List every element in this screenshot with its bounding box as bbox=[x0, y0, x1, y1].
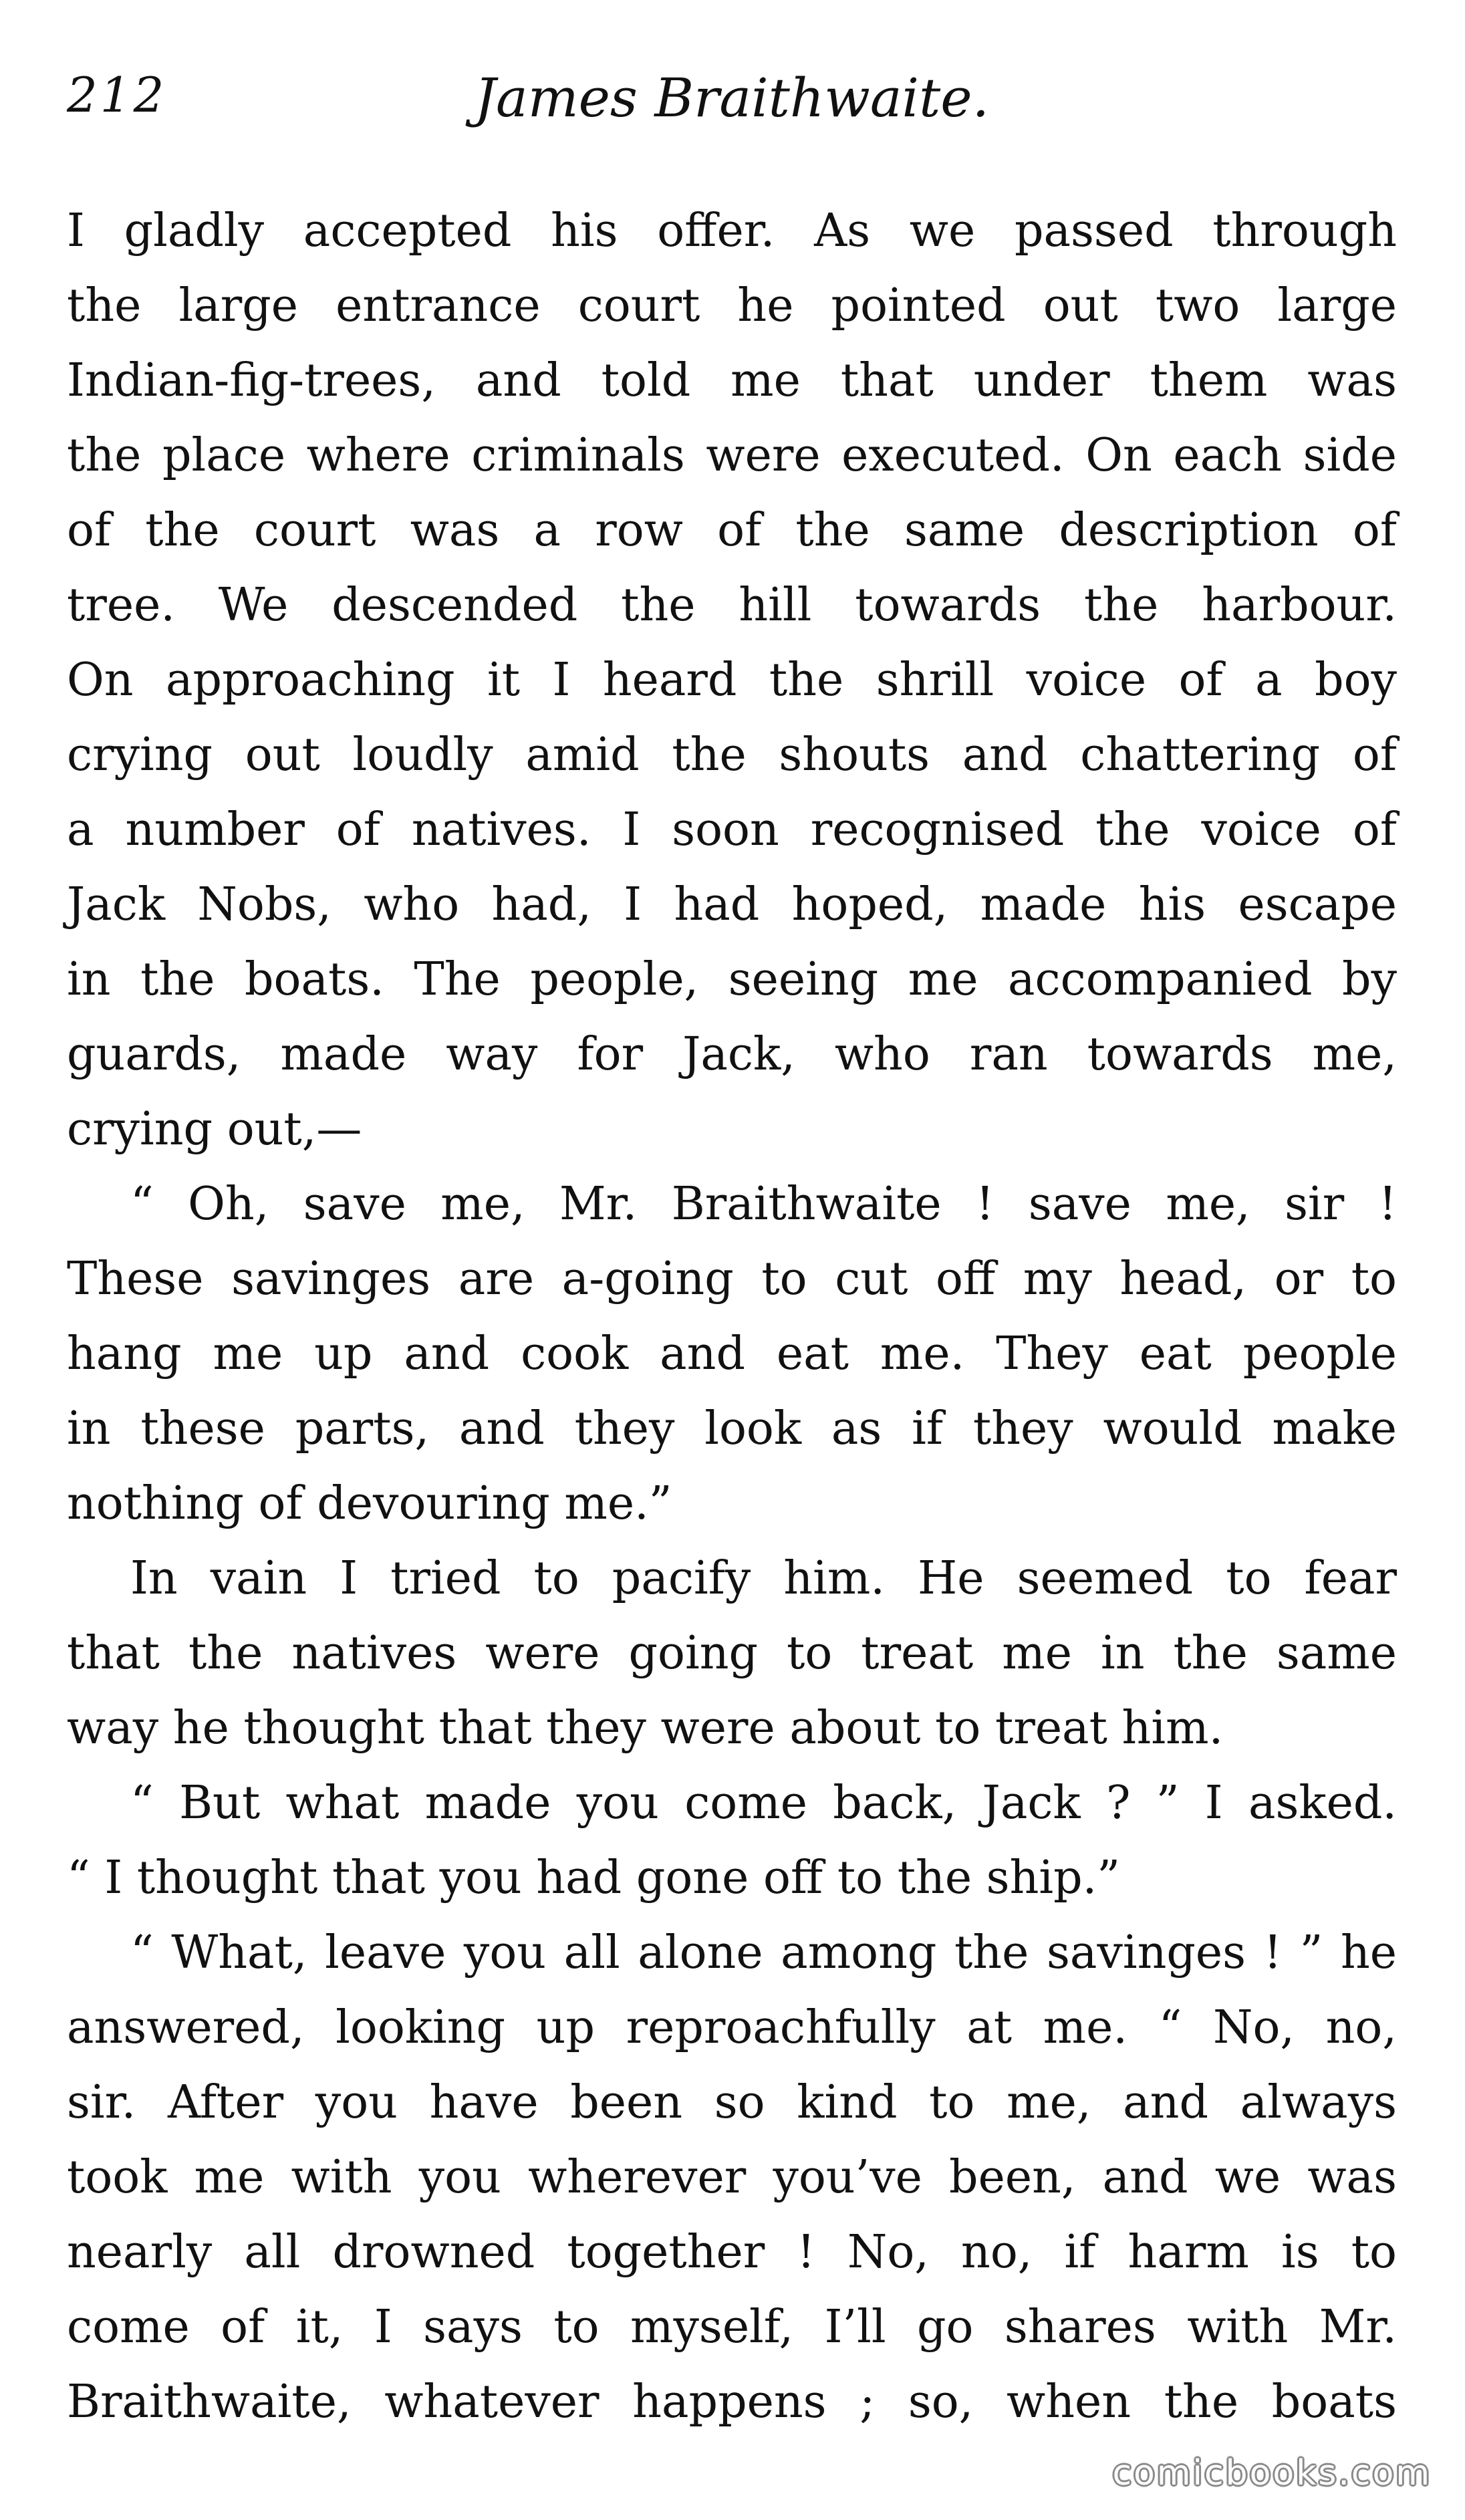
body-text bbox=[67, 194, 1397, 2440]
text-line: sir. After you have been so kind to me, and always bbox=[67, 2076, 1397, 2129]
text-line: “ But what made you come back, Jack ? ” I asked. bbox=[130, 1777, 1397, 1830]
text-line: answered, looking up reproachfully at me. “ No, no, bbox=[67, 2001, 1397, 2054]
watermark: comicbooks.com bbox=[1112, 2453, 1432, 2493]
text-line: I gladly accepted his offer. As we passed through bbox=[67, 205, 1397, 257]
page-header bbox=[67, 67, 1397, 140]
text-line: the large entrance court he pointed out two large bbox=[67, 279, 1397, 332]
page-number: 212 bbox=[67, 67, 167, 123]
text-line: come of it, I says to myself, I’ll go shares with Mr. bbox=[67, 2301, 1397, 2354]
text-line: “ I thought that you had gone off to the ship.” bbox=[67, 1852, 1121, 1904]
text-line: tree. We descended the hill towards the harbour. bbox=[67, 579, 1397, 632]
text-line: took me with you wherever you’ve been, and we was bbox=[67, 2151, 1397, 2204]
text-line: nearly all drowned together ! No, no, if harm is to bbox=[67, 2226, 1397, 2279]
text-line: that the natives were going to treat me in the same bbox=[67, 1627, 1397, 1680]
text-line: On approaching it I heard the shrill voice of a boy bbox=[67, 654, 1397, 707]
text-line: These savinges are a-going to cut off my head, or to bbox=[67, 1253, 1397, 1305]
text-line: crying out loudly amid the shouts and chattering of bbox=[67, 729, 1397, 781]
text-line: the place where criminals were executed. On each side bbox=[67, 429, 1397, 482]
text-line: “ What, leave you all alone among the savinges ! ” he bbox=[130, 1926, 1397, 1979]
text-line: In vain I tried to pacify him. He seemed to fear bbox=[130, 1552, 1397, 1605]
text-line: in these parts, and they look as if they would make bbox=[67, 1402, 1397, 1455]
text-line: hang me up and cook and eat me. They eat people bbox=[67, 1328, 1397, 1380]
text-line: guards, made way for Jack, who ran towards me, bbox=[67, 1028, 1397, 1081]
text-line: nothing of devouring me.” bbox=[67, 1477, 672, 1530]
text-line: Indian-fig-trees, and told me that under them was bbox=[67, 354, 1397, 407]
text-line: in the boats. The people, seeing me accompanied by bbox=[67, 953, 1397, 1006]
text-line: a number of natives. I soon recognised the voice of bbox=[67, 803, 1397, 856]
running-title: James Braithwaite. bbox=[474, 67, 990, 129]
text-line: of the court was a row of the same description of bbox=[67, 504, 1397, 557]
text-line: Jack Nobs, who had, I had hoped, made his escape bbox=[67, 878, 1397, 931]
text-line: way he thought that they were about to treat him. bbox=[67, 1702, 1224, 1755]
text-line: “ Oh, save me, Mr. Braithwaite ! save me, sir ! bbox=[130, 1178, 1397, 1231]
text-line: Braithwaite, whatever happens ; so, when the boats bbox=[67, 2376, 1397, 2428]
text-line: crying out,— bbox=[67, 1103, 362, 1156]
